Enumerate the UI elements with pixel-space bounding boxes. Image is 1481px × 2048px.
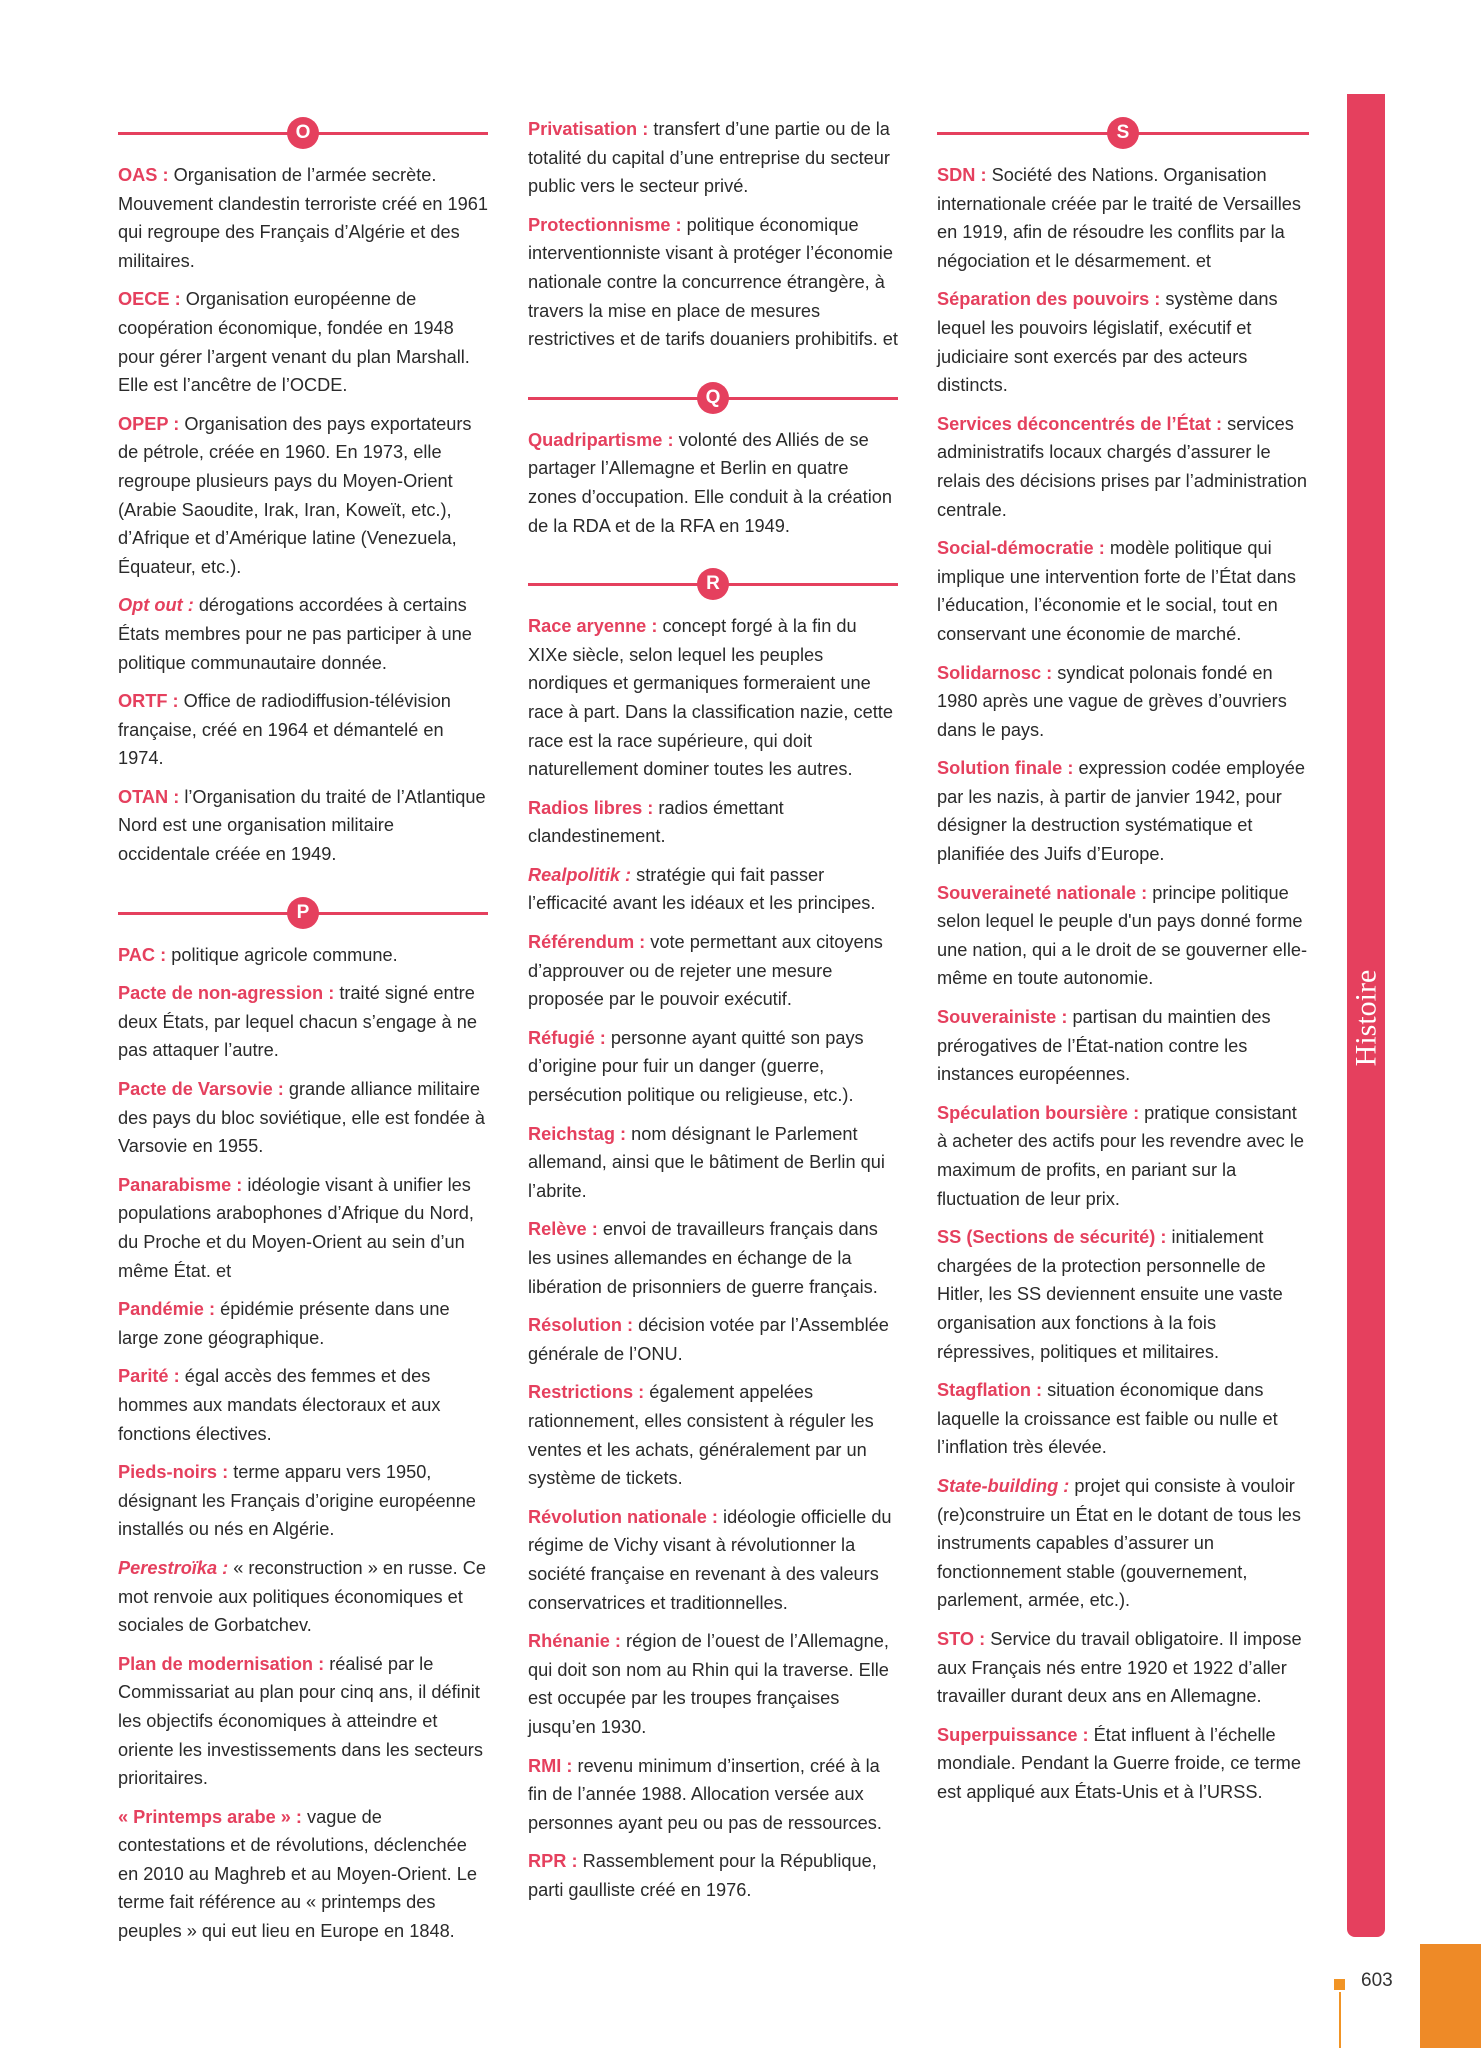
glossary-entry	[937, 1003, 1309, 1089]
glossary-entry	[528, 1752, 898, 1838]
glossary-definition: volonté des Alliés de se partager l’Allemagne et Berlin en quatre zones d’occupation. Elle conduit à la création de la RDA et de la RFA en 1949.	[528, 429, 892, 536]
glossary-term: Reichstag :	[528, 1123, 627, 1144]
glossary-term: Panarabisme :	[118, 1174, 243, 1195]
glossary-definition: dérogations accordées à certains États membres pour ne pas participer à une politique communautaire donnée.	[118, 595, 472, 673]
glossary-term: OTAN :	[118, 786, 180, 807]
section-letter-badge: Q	[697, 382, 729, 414]
glossary-term: Perestroïka :	[118, 1557, 229, 1578]
glossary-definition: envoi de travailleurs français dans les usines allemandes en échange de la libération de prisonniers de guerre français.	[528, 1219, 878, 1297]
side-tab-label-wrap	[1347, 958, 1385, 1078]
glossary-term: Résolution :	[528, 1315, 634, 1336]
glossary-definition: modèle politique qui implique une intervention forte de l’État dans l’éducation, l’économie et le social, tout en conservant une économie de marché.	[937, 538, 1296, 644]
glossary-term: PAC :	[118, 944, 167, 965]
glossary-term: STO :	[937, 1628, 986, 1649]
glossary-entry	[118, 410, 488, 582]
glossary-entry	[937, 161, 1309, 275]
glossary-entry	[118, 1650, 488, 1793]
glossary-entry	[118, 285, 488, 399]
glossary-entry	[118, 783, 488, 869]
glossary-definition: initialement chargées de la protection personnelle de Hitler, les SS deviennent ensuite une vaste organisation aux fonctions à la fois répressives, politiques et militaires.	[937, 1227, 1283, 1362]
glossary-term: SDN :	[937, 165, 987, 185]
glossary-term: Realpolitik :	[528, 864, 632, 885]
glossary-entry	[118, 1171, 488, 1285]
glossary-term: OAS :	[118, 165, 169, 185]
glossary-term: Race aryenne :	[528, 616, 658, 637]
glossary-term: Spéculation boursière :	[937, 1102, 1140, 1123]
glossary-term: Plan de modernisation :	[118, 1653, 325, 1674]
glossary-entry	[937, 879, 1309, 993]
glossary-definition: pratique consistant à acheter des actifs pour les revendre avec le maximum de profits, en pariant sur la fluctuation de leur prix.	[937, 1102, 1304, 1209]
glossary-entry	[937, 285, 1309, 399]
glossary-term: Pieds-noirs :	[118, 1462, 229, 1483]
glossary-entry	[937, 534, 1309, 648]
glossary-entry	[118, 1295, 488, 1352]
glossary-entry	[118, 591, 488, 677]
glossary-entry	[937, 1721, 1309, 1807]
section-letter-badge: R	[697, 568, 729, 600]
page-marker-square	[1334, 1979, 1345, 1990]
glossary-entry	[937, 1223, 1309, 1366]
glossary-definition: l’Organisation du traité de l’Atlantique Nord est une organisation militaire occidentale créée en 1949.	[118, 786, 486, 865]
glossary-term: OPEP :	[118, 413, 180, 434]
glossary-entry	[528, 115, 898, 201]
glossary-term: ORTF :	[118, 691, 179, 712]
section-letter-o	[118, 115, 488, 149]
glossary-term: Pacte de non-agression :	[118, 983, 335, 1004]
glossary-definition: transfert d’une partie ou de la totalité du capital d’une entreprise du secteur public vers le secteur privé.	[528, 119, 890, 197]
glossary-definition: réalisé par le Commissariat au plan pour cinq ans, il définit les objectifs économiques à atteindre et oriente les investissements dans les secteurs prioritaires.	[118, 1653, 483, 1789]
glossary-definition: région de l’ouest de l’Allemagne, qui doit son nom au Rhin qui la traverse. Elle est occupée par les troupes françaises jusqu’en 1930.	[528, 1631, 889, 1737]
glossary-definition: idéologie visant à unifier les populations arabophones d’Afrique du Nord, du Proche et du Moyen-Orient au sein d’un même État. et	[118, 1174, 474, 1281]
glossary-definition: partisan du maintien des prérogatives de l’État-nation contre les instances européennes.	[937, 1007, 1271, 1085]
glossary-definition: système dans lequel les pouvoirs législatif, exécutif et judiciaire sont exercés par des acteurs distincts.	[937, 289, 1278, 396]
glossary-definition: revenu minimum d’insertion, créé à la fin de l’année 1988. Allocation versée aux personnes ayant peu ou pas de ressources.	[528, 1755, 882, 1833]
glossary-term: RMI :	[528, 1755, 573, 1776]
glossary-definition: Office de radiodiffusion-télévision française, créé en 1964 et démantelé en 1974.	[118, 691, 451, 769]
glossary-definition: politique économique interventionniste visant à protéger l’économie nationale contre la concurrence étrangère, à travers la mise en place de mesures restrictives et de tarifs douaniers prohibitifs. et	[528, 214, 898, 350]
glossary-column-3	[937, 115, 1309, 1816]
glossary-definition: syndicat polonais fondé en 1980 après une vague de grèves d’ouvriers dans le pays.	[937, 662, 1287, 740]
glossary-term: Séparation des pouvoirs :	[937, 289, 1161, 310]
glossary-entry	[937, 1625, 1309, 1711]
glossary-definition: traité signé entre deux États, par lequel chacun s’engage à ne pas attaquer l’autre.	[118, 983, 477, 1061]
glossary-term: Rhénanie :	[528, 1631, 621, 1652]
glossary-entry	[528, 1378, 898, 1492]
section-letter-badge: O	[287, 117, 319, 149]
glossary-definition: Organisation des pays exportateurs de pétrole, créée en 1960. En 1973, elle regroupe plusieurs pays du Moyen-Orient (Arabie Saoudite, Irak, Iran, Koweït, etc.), d’Afrique et d’Amérique latine (Venezuela, Équateur, etc.).	[118, 413, 472, 577]
glossary-term: Pandémie :	[118, 1299, 216, 1320]
glossary-term: Relève :	[528, 1219, 598, 1240]
section-letter-q	[528, 380, 898, 414]
glossary-entry	[528, 1311, 898, 1368]
glossary-entry	[118, 687, 488, 773]
glossary-term: Pacte de Varsovie :	[118, 1079, 284, 1100]
glossary-definition: expression codée employée par les nazis, à partir de janvier 1942, pour désigner la destruction systématique et planifiée des Juifs d’Europe.	[937, 758, 1305, 865]
glossary-entry	[937, 1099, 1309, 1213]
glossary-entry	[937, 754, 1309, 868]
section-letter-badge: P	[287, 897, 319, 929]
glossary-entry	[118, 941, 488, 970]
glossary-entry	[118, 1362, 488, 1448]
glossary-term: Solidarnosc :	[937, 662, 1053, 683]
side-tab-label: Histoire	[1349, 969, 1382, 1067]
page-number: 603	[1361, 1970, 1393, 1991]
glossary-definition: projet qui consiste à vouloir (re)construire un État en le dotant de tous les instruments capables d’assurer un fonctionnement stable (gouvernement, parlement, armée, etc.).	[937, 1475, 1301, 1611]
glossary-definition: Rassemblement pour la République, parti gaulliste créé en 1976.	[528, 1851, 877, 1900]
glossary-term: Réfugié :	[528, 1027, 606, 1048]
glossary-definition: également appelées rationnement, elles consistent à réguler les ventes et les achats, généralement par un système de tickets.	[528, 1382, 874, 1489]
glossary-term: Quadripartisme :	[528, 429, 674, 450]
section-letter-p	[118, 895, 488, 929]
section-letter-s	[937, 115, 1309, 149]
glossary-entry	[118, 1458, 488, 1544]
glossary-definition: vague de contestations et de révolutions, déclenchée en 2010 au Maghreb et au Moyen-Orient. Le terme fait référence au « printemps des peuples » qui eut lieu en Europe en 1848.	[118, 1806, 477, 1942]
glossary-term: SS (Sections de sécurité) :	[937, 1227, 1167, 1248]
glossary-definition: stratégie qui fait passer l’efficacité avant les idéaux et les principes.	[528, 864, 876, 914]
glossary-term: State-building :	[937, 1475, 1070, 1496]
glossary-definition: épidémie présente dans une large zone géographique.	[118, 1299, 450, 1348]
glossary-definition: Organisation de l’armée secrète. Mouvement clandestin terroriste créé en 1961 qui regroupe des Français d’Algérie et des militaires.	[118, 165, 489, 271]
glossary-term: Révolution nationale :	[528, 1506, 718, 1527]
section-letter-r	[528, 566, 898, 600]
glossary-entry	[118, 1803, 488, 1946]
glossary-entry	[118, 1554, 488, 1640]
glossary-definition: État influent à l’échelle mondiale. Pendant la Guerre froide, ce terme est appliqué aux États-Unis et à l’URSS.	[937, 1724, 1301, 1802]
page-marker-rule	[1339, 1992, 1341, 2048]
glossary-entry	[528, 612, 898, 784]
glossary-entry	[528, 861, 898, 918]
corner-block	[1420, 1944, 1481, 2048]
glossary-definition: égal accès des femmes et des hommes aux mandats électoraux et aux fonctions électives.	[118, 1366, 441, 1444]
glossary-entry	[528, 928, 898, 1014]
section-letter-badge: S	[1107, 117, 1139, 149]
glossary-definition: concept forgé à la fin du XIXe siècle, selon lequel les peuples nordiques et germaniques formeraient une race à part. Dans la classification nazie, cette race est la race supérieure, qui doit naturellement dominer toutes les autres.	[528, 616, 893, 780]
glossary-entry	[528, 1847, 898, 1904]
glossary-term: Référendum :	[528, 932, 646, 953]
glossary-entry	[528, 211, 898, 354]
glossary-definition: décision votée par l’Assemblée générale de l’ONU.	[528, 1315, 889, 1364]
glossary-entry	[937, 1472, 1309, 1615]
glossary-entry	[118, 979, 488, 1065]
glossary-entry	[118, 1075, 488, 1161]
glossary-term: Privatisation :	[528, 119, 649, 139]
glossary-term: Restrictions :	[528, 1382, 645, 1403]
glossary-term: Parité :	[118, 1366, 180, 1387]
glossary-term: Solution finale :	[937, 758, 1074, 779]
glossary-definition: vote permettant aux citoyens d’approuver ou de rejeter une mesure proposée par le pouvoir exécutif.	[528, 932, 883, 1010]
glossary-entry	[528, 1215, 898, 1301]
glossary-definition: radios émettant clandestinement.	[528, 797, 784, 847]
glossary-definition: situation économique dans laquelle la croissance est faible ou nulle et l’inflation très élevée.	[937, 1380, 1278, 1458]
glossary-entry	[528, 1503, 898, 1617]
glossary-definition: politique agricole commune.	[166, 944, 398, 965]
glossary-entry	[528, 1627, 898, 1741]
glossary-entry	[528, 426, 898, 540]
glossary-term: Radios libres :	[528, 797, 654, 818]
glossary-definition: grande alliance militaire des pays du bloc soviétique, elle est fondée à Varsovie en 1955.	[118, 1079, 486, 1157]
glossary-entry	[937, 1376, 1309, 1462]
glossary-term: Stagflation :	[937, 1380, 1043, 1401]
glossary-term: RPR :	[528, 1851, 578, 1872]
glossary-entry	[528, 794, 898, 851]
glossary-definition: nom désignant le Parlement allemand, ainsi que le bâtiment de Berlin qui l’abrite.	[528, 1123, 885, 1201]
glossary-term: OECE :	[118, 289, 181, 310]
glossary-column-2	[528, 115, 898, 1914]
glossary-entry	[937, 410, 1309, 524]
glossary-definition: Service du travail obligatoire. Il impose aux Français nés entre 1920 et 1922 d’aller travailler durant deux ans en Allemagne.	[937, 1628, 1302, 1707]
glossary-definition: principe politique selon lequel le peuple d'un pays donné forme une nation, qui a le droit de se gouverner elle-même en toute autonomie.	[937, 882, 1308, 989]
glossary-definition: « reconstruction » en russe. Ce mot renvoie aux politiques économiques et sociales de Gorbatchev.	[118, 1557, 486, 1636]
glossary-definition: idéologie officielle du régime de Vichy visant à révolutionner la société française en revenant à des valeurs conservatrices et traditionnelles.	[528, 1506, 892, 1613]
glossary-term: Souveraineté nationale :	[937, 882, 1148, 903]
glossary-term: « Printemps arabe » :	[118, 1806, 302, 1827]
glossary-entry	[118, 161, 488, 275]
glossary-term: Opt out :	[118, 595, 194, 616]
glossary-definition: Organisation européenne de coopération économique, fondée en 1948 pour gérer l’argent venant du plan Marshall. Elle est l’ancêtre de l’OCDE.	[118, 289, 470, 396]
glossary-term: Social-démocratie :	[937, 538, 1105, 559]
glossary-term: Souverainiste :	[937, 1007, 1068, 1028]
glossary-entry	[937, 659, 1309, 745]
glossary-definition: terme apparu vers 1950, désignant les Français d’origine européenne installés ou nés en Algérie.	[118, 1462, 476, 1540]
glossary-definition: Société des Nations. Organisation internationale créée par le traité de Versailles en 1919, afin de résoudre les conflits par la négociation et le désarmement. et	[937, 165, 1301, 271]
glossary-definition: personne ayant quitté son pays d’origine pour fuir un danger (guerre, persécution politique ou religieuse, etc.).	[528, 1027, 864, 1106]
glossary-term: Services déconcentrés de l’État :	[937, 413, 1223, 434]
glossary-column-1	[118, 115, 488, 1956]
glossary-term: Protectionnisme :	[528, 214, 682, 235]
glossary-term: Superpuissance :	[937, 1724, 1089, 1745]
glossary-entry	[528, 1024, 898, 1110]
glossary-definition: services administratifs locaux chargés d’assurer le relais des décisions prises par l’administration centrale.	[937, 413, 1307, 520]
glossary-entry	[528, 1120, 898, 1206]
